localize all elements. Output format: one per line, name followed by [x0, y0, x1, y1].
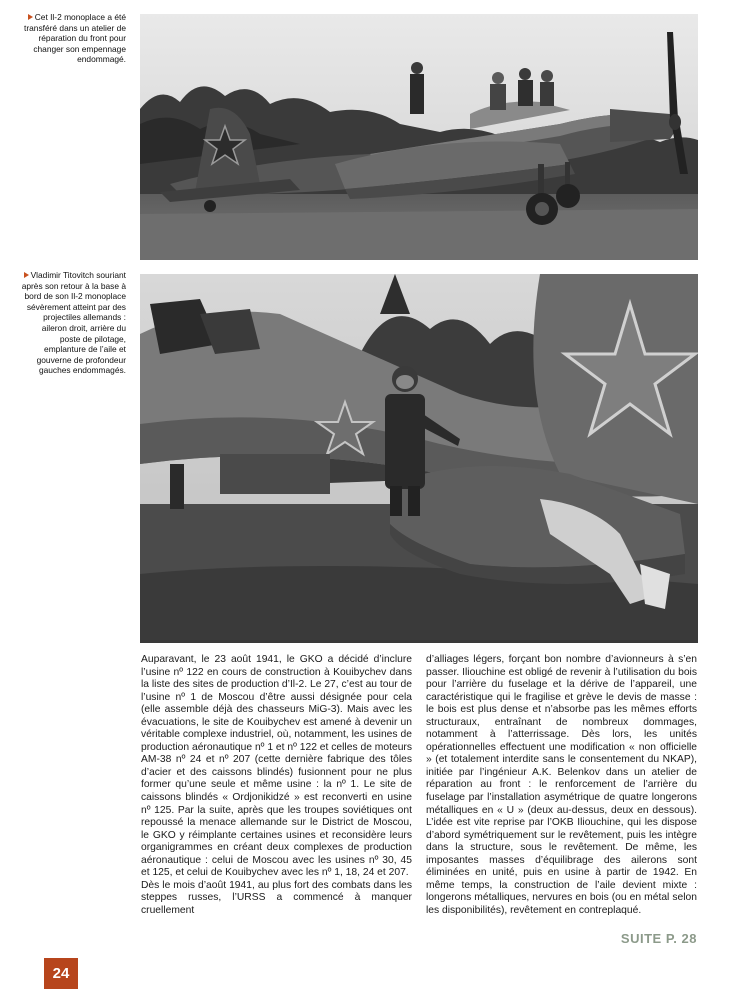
photo-titovitch-damaged-il2	[140, 274, 698, 643]
caption-text-2: Vladimir Titovitch souriant après son retour à la base à bord de son Il-2 monoplace sévèrement atteint par des projectiles allemands : aileron droit, arrière du poste de pilotage, emplanture de l’aile et gouverne de profondeur gauches endommagés.	[21, 270, 126, 376]
caption-marker-icon	[24, 272, 29, 278]
article-body	[141, 654, 697, 936]
article-paragraph: d’alliages légers, forçant bon nombre d’avionneurs à s’en passer. Iliouchine est obligé de revenir à l’utilisation du bois pour l’arrière du fuselage et la dérive de l’appareil, une caractéristique qui le fragilise et grève le devis de masse : le bois est plus dense et n’absorbe pas les mêmes efforts structuraux, entraînant de nombreux dommages, notamment à l’atterrissage. Dès lors, les unités opérationnelles effectuent une modification « non officielle » (et totalement interdite sans le consentement du NKAP), initiée par l’ingénieur A.K. Belenkov dans un atelier de réparation au front : le renforcement de l’arrière du fuselage par l’installation asymétrique de quatre longerons métalliques en « U » (deux au-dessus, deux en dessous). L’idée est vite reprise par l’OKB Iliouchine, qui les dispose d’abord symétriquement sur le revêtement, puis les intègre dans la structure, sous le revêtement. De même, les imposantes masses d’équilibrage des ailerons sont éliminées en unité, puis en usine à partir de 1942. En même temps, la construction de l’aile devient mixte : longerons métalliques, nervures en bois (ou en métal selon les disponibilités), revêtement en contreplaqué.	[426, 654, 697, 916]
article-column-1	[141, 654, 412, 936]
caption-text-1: Cet Il-2 monoplace a été transféré dans un atelier de réparation du front pour changer son empennage endommagé.	[24, 12, 126, 65]
photo-il2-repair	[140, 14, 698, 260]
photo-caption-1	[20, 12, 126, 65]
page-number: 24	[44, 958, 78, 989]
caption-marker-icon	[28, 14, 33, 20]
photo-il2-repair-image	[140, 14, 698, 260]
article-paragraph: Dès le mois d’août 1941, au plus fort des combats dans les steppes russes, l’URSS a commencé à manquer cruellement	[141, 879, 412, 916]
continued-on-page: SUITE P. 28	[620, 931, 697, 946]
article-paragraph: Auparavant, le 23 août 1941, le GKO a décidé d’inclure l’usine nº 122 en cours de construction à Kouibychev dans la liste des sites de production d’Il-2. Le 27, c’est au tour de l’usine nº 1 de Moscou d’être aussi désignée pour cela (elle assemble déjà des chasseurs MiG-3). Mais avec les évacuations, le site de Kouibychev est amené à devenir un véritable complexe industriel, où, notamment, les usines de production aéronautique nº 1 et nº 122 et celles de moteurs AM-38 nº 24 et nº 207 (cette dernière fabrique des tôles d’acier et des caissons blindés) fusionnent pour ne plus former qu’une seule et même usine : la nº 1. Le site de caissons blindés « Ordjonikidzé » est reconverti en usine nº 125. Par la suite, après que les troupes soviétiques ont repoussé la menace allemande sur le District de Moscou, le GKO y réimplante certaines usines et reconsidère leurs organigrammes en créant deux complexes de production aéronautique : celui de Moscou avec les usines nº 30, 45 et 125, et celui de Kouibychev avec les nº 1, 18, 24 et 207.	[141, 654, 412, 879]
article-column-2	[426, 654, 697, 936]
photo-titovitch-image	[140, 274, 698, 643]
photo-caption-2	[20, 270, 126, 376]
